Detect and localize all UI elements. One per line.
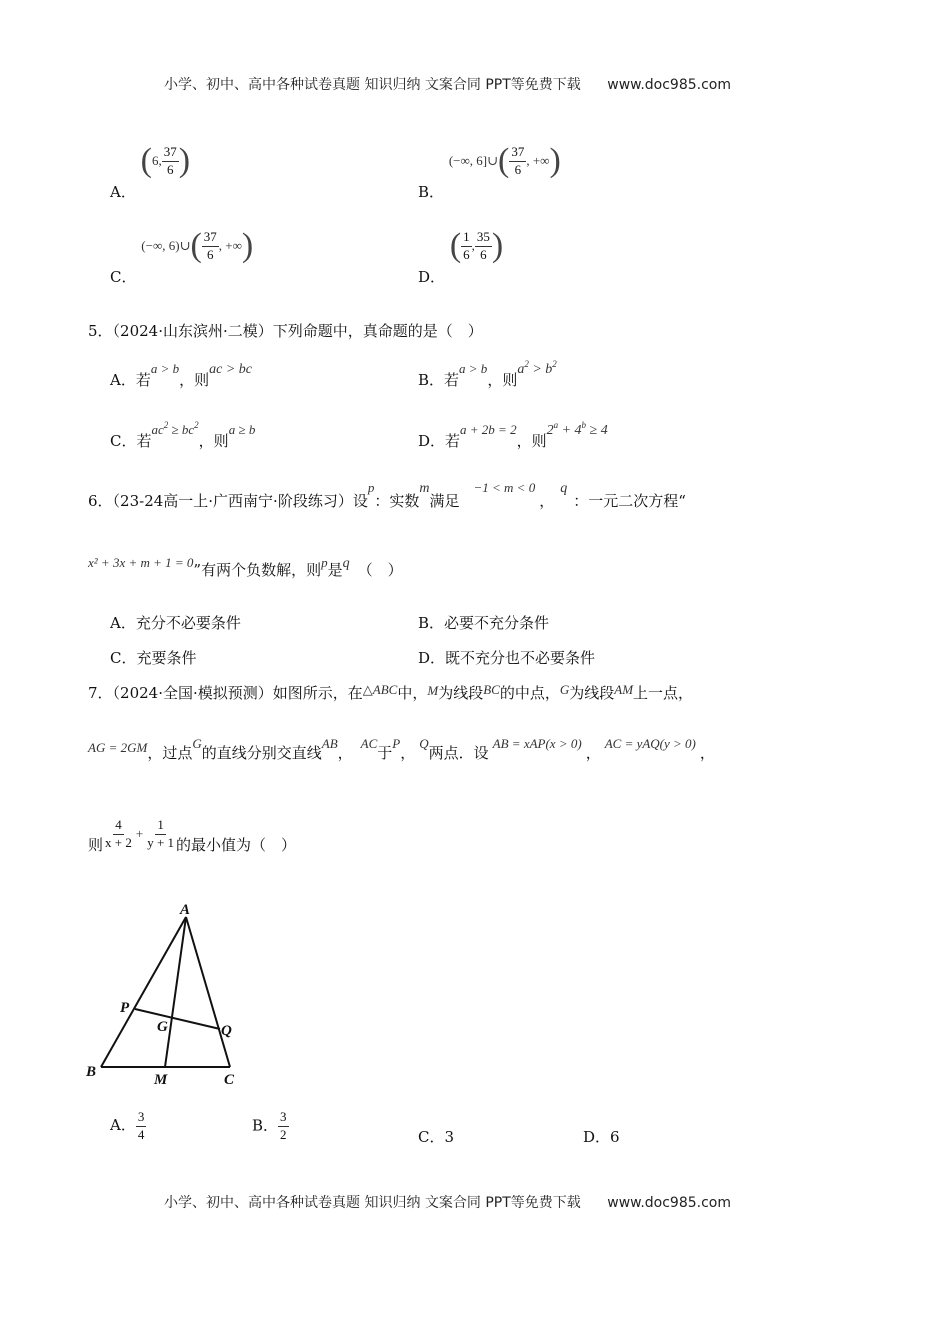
page-footer: [164, 1192, 731, 1212]
header-text: 小学、初中、高中各种试卷真题 知识归纳 文案合同 PPT等免费下载: [164, 77, 581, 93]
label-c: C: [224, 1072, 235, 1088]
q5-option-b: B．若a > b，则$a^2 > b^2$: [418, 359, 557, 389]
footer-url: www.doc985.com: [607, 1195, 731, 1211]
q6-option-c: C．充要条件: [110, 649, 197, 667]
q7-option-d: D．6: [583, 1128, 620, 1146]
q7-option-b: B． $\frac{3}{2}$: [252, 1109, 287, 1142]
q7-option-c: C．3: [418, 1128, 455, 1146]
q5-option-a: A．若a > b，则ac > bc: [110, 361, 253, 389]
q4-option-d: D． ( $\frac{1}{6}$ , $\frac{35}{6}$ ): [418, 227, 504, 286]
q7-stem-line2: AG = 2GM，过点G的直线分别交直线AB，AC于P，Q两点．设AB = xAP(x > 0)，AC = yAQ(y > 0)，: [88, 736, 715, 762]
q6-stem-line1: 6．（23-24高一上·广西南宁·阶段练习）设p：实数m满足−1 < m < 0，q：一元二次方程“: [88, 480, 686, 510]
q4-option-a: A． (6, $\frac{37}{6}$ ): [110, 142, 191, 201]
triangle-figure: [80, 895, 270, 1090]
q5-option-d: D．若a + 2b = 2，则$2^a + 4^b \ge 4$: [418, 420, 608, 450]
q4-option-c: C． (−∞, 6)∪( $\frac{37}{6}$ , +∞): [110, 227, 254, 286]
header-url: www.doc985.com: [607, 77, 731, 93]
label-g: G: [157, 1019, 168, 1035]
q7-option-a: A． $\frac{3}{4}$: [110, 1109, 145, 1142]
label-a: A: [180, 902, 191, 918]
q6-option-b: B．必要不充分条件: [418, 614, 550, 632]
segment-ac: [186, 917, 230, 1067]
segment-ab: [101, 917, 186, 1067]
label-q: Q: [221, 1023, 232, 1039]
label-b: B: [86, 1064, 97, 1080]
q5-option-c: C．若$ac^2 \ge bc^2$，则a ≥ b: [110, 420, 256, 450]
q7-stem-line3: 则 $\frac{4}{x + 2}$ + $\frac{1}{y + 1}$ 的最小值为（ ）: [88, 817, 297, 855]
label-p: P: [120, 1000, 130, 1016]
q6-stem-line2: x² + 3x + m + 1 = 0”有两个负数解，则p是q （ ）: [88, 555, 403, 579]
q7-stem-line1: 7．（2024·全国·模拟预测）如图所示，在△ABC中，M为线段BC的中点，G为线段AM上一点，: [88, 682, 694, 702]
q4-option-b: B． (−∞, 6]∪( $\frac{37}{6}$ , +∞): [418, 142, 561, 201]
q5-stem: 5．（2024·山东滨州·二模）下列命题中，真命题的是（ ）: [88, 322, 483, 340]
q6-option-d: D．既不充分也不必要条件: [418, 649, 596, 667]
segment-am: [165, 917, 186, 1067]
page-header: [164, 74, 731, 94]
label-m: M: [154, 1072, 168, 1088]
footer-text: 小学、初中、高中各种试卷真题 知识归纳 文案合同 PPT等免费下载: [164, 1195, 581, 1211]
q6-option-a: A．充分不必要条件: [110, 614, 241, 632]
segment-pq: [135, 1009, 220, 1029]
